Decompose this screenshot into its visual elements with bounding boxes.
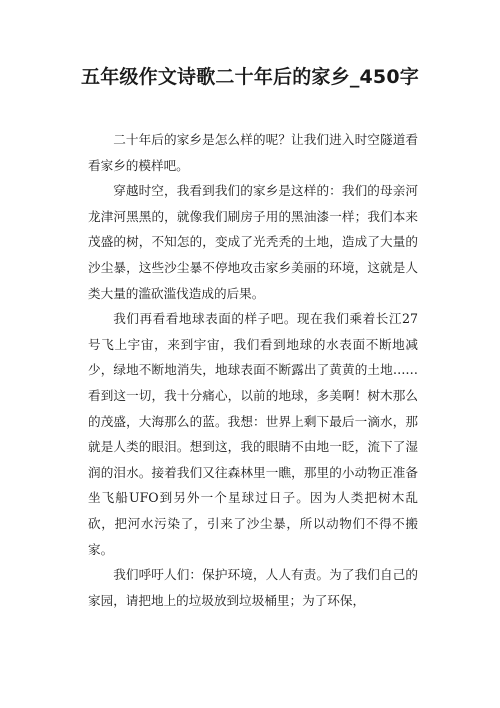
paragraph-2: 穿越时空，我看到我们的家乡是这样的：我们的母亲河龙津河黑黑的，就像我们刷房子用的黑油漆一样；我们本来茂盛的树，不知怎的，变成了光秃秃的土地，造成了大量的沙尘暴，这些沙尘暴不停地攻击家乡美丽的环境，这就是人类大量的滥砍滥伐造成的后果。 bbox=[88, 183, 418, 301]
paragraph-3: 我们再看看地球表面的样子吧。现在我们乘着长江27号飞上宇宙，来到宇宙，我们看到地球的水表面不断地减少，绿地不断地消失，地球表面不断露出了黄黄的土地……看到这一切，我十分痛心，以前的地球，多美啊！树木那么的茂盛，大海那么的蓝。我想：世界上剩下最后一滴水，那就是人类的眼泪。想到这，我的眼睛不由地一眨，流下了湿润的泪水。接着我们又往森林里一瞧，那里的小动物正准备坐飞船UFO到另外一个星球过日子。因为人类把树木乱砍，把河水污染了，引来了沙尘暴，所以动物们不得不搬家。 bbox=[88, 311, 418, 557]
paragraph-4: 我们呼吁人们：保护环境，人人有责。为了我们自己的家园，请把地上的垃圾放到垃圾桶里；为了环保， bbox=[88, 567, 418, 608]
paragraph-1: 二十年后的家乡是怎么样的呢？让我们进入时空隧道看看家乡的模样吧。 bbox=[88, 132, 418, 173]
document-title: 五年级作文诗歌二十年后的家乡_450字 bbox=[81, 66, 419, 88]
document-body bbox=[88, 127, 418, 613]
